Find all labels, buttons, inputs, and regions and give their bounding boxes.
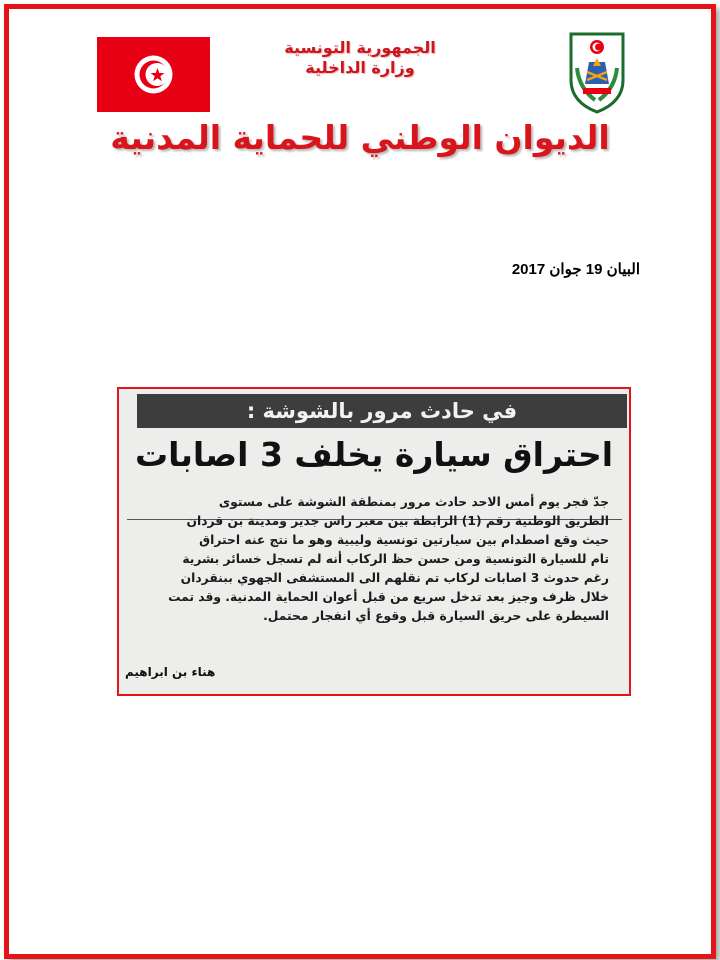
header-lines — [230, 38, 490, 78]
body-line: تام للسيارة التونسية ومن حسن حظ الركاب أنه لم تسجل خسائر بشرية — [182, 552, 609, 566]
republic-name: الجمهورية التونسية — [284, 38, 436, 57]
clipping-author: هناء بن ابراهيم — [125, 665, 216, 679]
date-line: البيان 19 جوان 2017 — [511, 261, 640, 278]
clipping-kicker: في حادث مرور بالشوشة : — [137, 394, 627, 428]
body-line: رغم حدوث 3 اصابات لركاب تم نقلهم الى المستشفى الجهوي ببنقردان — [180, 571, 609, 585]
body-line: الطريق الوطنية رقم (1) الرابطة بين معبر راس جدير ومدينة بن قردان — [186, 514, 609, 528]
clipping-body — [129, 493, 609, 626]
tunisia-flag-icon — [97, 37, 210, 112]
civil-protection-emblem-icon — [565, 28, 629, 114]
body-line: حيث وقع اصطدام بين سيارتين تونسية وليبية وهو ما نتج عنه احتراق — [199, 533, 609, 547]
ministry-name: وزارة الداخلية — [305, 58, 415, 77]
body-line: جدّ فجر يوم أمس الاحد حادث مرور بمنطقة الشوشة على مستوى — [218, 495, 609, 509]
body-line: السيطرة على حريق السيارة قبل وقوع أي انفجار محتمل. — [263, 609, 609, 623]
body-line: خلال ظرف وجيز بعد تدخل سريع من قبل أعوان الحماية المدنية. وقد تمت — [168, 590, 609, 604]
office-title: الديوان الوطني للحماية المدنية — [110, 118, 610, 157]
clipping-headline: احتراق سيارة يخلف 3 اصابات — [134, 435, 614, 474]
newspaper-clipping — [117, 387, 631, 696]
